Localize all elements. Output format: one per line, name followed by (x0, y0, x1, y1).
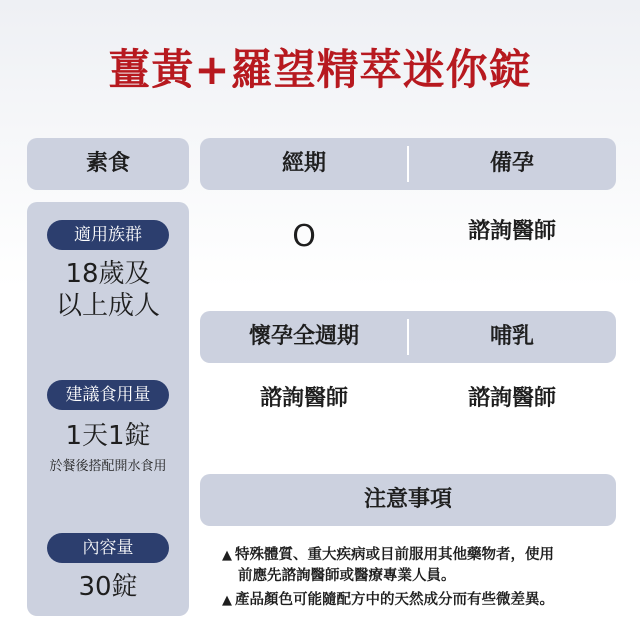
notice-header (200, 474, 616, 526)
pregnancy-value: 諮詢醫師 (259, 386, 348, 411)
preparing-pregnancy-label: 備孕 (489, 151, 534, 176)
diet-panel (27, 138, 189, 190)
dosage-pill: 建議食用量 (47, 380, 169, 410)
condition-header-row-1 (200, 138, 616, 190)
menstruation-value: O (292, 219, 316, 254)
target-group-pill: 適用族群 (47, 220, 169, 250)
page-title: 薑黃+羅望精萃迷你錠 (108, 45, 532, 94)
diet-label: 素食 (85, 151, 130, 176)
pregnancy-label: 懷孕全週期 (248, 324, 359, 349)
menstruation-label: 經期 (281, 151, 326, 176)
triangle-bullet-icon: ▲ (222, 593, 232, 608)
target-group-line1: 18歲及 (65, 259, 151, 289)
notice-label: 注意事項 (363, 487, 452, 512)
notice-item-1-line2: 前應先諮詢醫師或醫療專業人員。 (238, 568, 456, 584)
notice-item-1-line1: 特殊體質、重大疾病或目前服用其他藥物者，使用 (235, 547, 554, 563)
breastfeeding-value: 諮詢醫師 (467, 386, 556, 411)
notice-item-2-text: 產品顏色可能隨配方中的天然成分而有些微差異。 (235, 592, 554, 608)
content-pill: 內容量 (47, 533, 169, 563)
triangle-bullet-icon: ▲ (222, 548, 232, 563)
notice-item-1 (222, 545, 622, 586)
content-value: 30錠 (78, 572, 138, 602)
condition-header-row-2 (200, 311, 616, 363)
target-group-line2: 以上成人 (55, 291, 160, 321)
dosage-value: 1天1錠 (65, 421, 151, 451)
preparing-pregnancy-value: 諮詢醫師 (467, 219, 556, 244)
info-panel (27, 202, 189, 616)
breastfeeding-label: 哺乳 (489, 324, 534, 349)
notice-item-2 (222, 590, 622, 611)
dosage-note: 於餐後搭配開水食用 (49, 459, 167, 474)
